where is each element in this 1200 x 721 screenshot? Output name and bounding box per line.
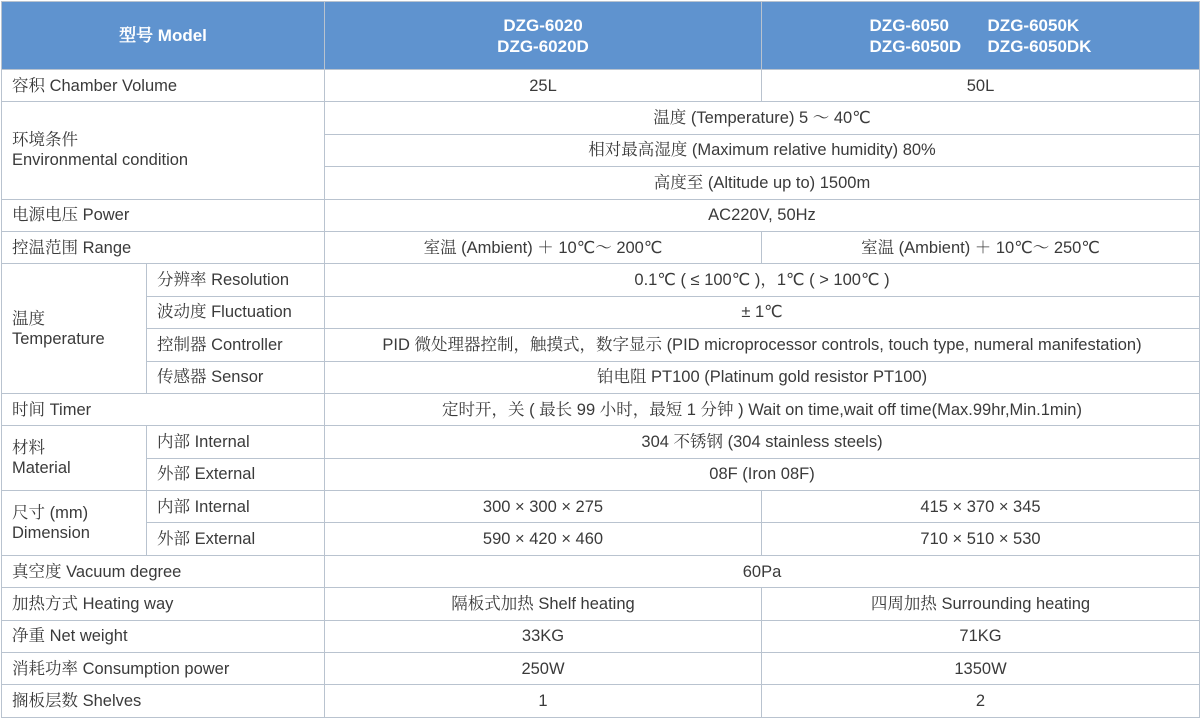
table-row-controller — [2, 329, 1200, 361]
table-row-power — [2, 199, 1200, 231]
cell-value: 0.1℃ ( ≤ 100℃ )，1℃ ( > 100℃ ) — [325, 264, 1200, 296]
table-row-sensor — [2, 361, 1200, 393]
cell-value: 高度至 (Altitude up to) 1500m — [325, 167, 1200, 199]
row-label: 真空度 Vacuum degree — [2, 555, 325, 587]
model-group-2 — [762, 2, 1200, 70]
cell-value: ± 1℃ — [325, 296, 1200, 328]
header-row — [2, 2, 1200, 70]
cell-value: 590 × 420 × 460 — [325, 523, 762, 555]
cell-value: 71KG — [762, 620, 1200, 652]
label-en: Material — [12, 459, 71, 478]
cell-value: 定时开，关 ( 最长 99 小时，最短 1 分钟 ) Wait on time,wait off time(Max.99hr,Min.1min) — [325, 393, 1200, 425]
sub-label: 外部 External — [147, 458, 325, 490]
sub-label: 传感器 Sensor — [147, 361, 325, 393]
model-header-label: 型号 Model — [2, 2, 325, 70]
row-label: 时间 Timer — [2, 393, 325, 425]
cell-value: 415 × 370 × 345 — [762, 491, 1200, 523]
row-label: 电源电压 Power — [2, 199, 325, 231]
row-label: 容积 Chamber Volume — [2, 70, 325, 102]
table-row-dimension-external — [2, 523, 1200, 555]
table-row-vacuum — [2, 555, 1200, 587]
cell-value: 室温 (Ambient) ＋ 10℃～ 200℃ — [325, 231, 762, 263]
row-label-temperature — [2, 264, 147, 394]
model-pair — [870, 15, 1092, 57]
table-row-material-external — [2, 458, 1200, 490]
model-name: DZG-6020 — [503, 15, 583, 35]
model-name: DZG-6050D — [869, 36, 962, 56]
table-row-environment-temperature — [2, 102, 1200, 134]
cell-value: 2 — [762, 685, 1200, 717]
spec-table — [1, 1, 1200, 718]
cell-value: 250W — [325, 653, 762, 685]
row-label-material — [2, 426, 147, 491]
row-label: 消耗功率 Consumption power — [2, 653, 325, 685]
cell-value: 四周加热 Surrounding heating — [762, 588, 1200, 620]
row-label: 控温范围 Range — [2, 231, 325, 263]
cell-value: 隔板式加热 Shelf heating — [325, 588, 762, 620]
table-row-material-internal — [2, 426, 1200, 458]
sub-label: 内部 Internal — [147, 426, 325, 458]
sub-label: 分辨率 Resolution — [147, 264, 325, 296]
cell-value: 60Pa — [325, 555, 1200, 587]
table-row-dimension-internal — [2, 491, 1200, 523]
model-name: DZG-6050 — [869, 15, 949, 35]
table-row-chamber-volume — [2, 70, 1200, 102]
label-cn: 尺寸 (mm) — [12, 503, 89, 522]
cell-value: 300 × 300 × 275 — [325, 491, 762, 523]
sub-label: 波动度 Fluctuation — [147, 296, 325, 328]
table-row-weight — [2, 620, 1200, 652]
model-name: DZG-6050K — [987, 15, 1080, 35]
table-row-shelves — [2, 685, 1200, 717]
cell-value: 室温 (Ambient) ＋ 10℃～ 250℃ — [762, 231, 1200, 263]
cell-value: AC220V, 50Hz — [325, 199, 1200, 231]
cell-value: 50L — [762, 70, 1200, 102]
label-en: Dimension — [12, 523, 90, 542]
cell-value: 铂电阻 PT100 (Platinum gold resistor PT100) — [325, 361, 1200, 393]
table-row-range — [2, 231, 1200, 263]
row-label: 净重 Net weight — [2, 620, 325, 652]
row-label-dimension — [2, 491, 147, 556]
table-row-heating — [2, 588, 1200, 620]
sub-label: 外部 External — [147, 523, 325, 555]
cell-value: 1 — [325, 685, 762, 717]
table-row-consumption — [2, 653, 1200, 685]
sub-label: 控制器 Controller — [147, 329, 325, 361]
table-row-timer — [2, 393, 1200, 425]
table-row-resolution — [2, 264, 1200, 296]
row-label-environment — [2, 102, 325, 199]
cell-value: 08F (Iron 08F) — [325, 458, 1200, 490]
label-en: Environmental condition — [12, 151, 189, 170]
label-en: Temperature — [12, 329, 105, 348]
row-label: 加热方式 Heating way — [2, 588, 325, 620]
label-cn: 温度 — [12, 309, 45, 328]
cell-value: 710 × 510 × 530 — [762, 523, 1200, 555]
row-label: 搁板层数 Shelves — [2, 685, 325, 717]
label-cn: 环境条件 — [12, 131, 78, 150]
cell-value: 温度 (Temperature) 5 ～ 40℃ — [325, 102, 1200, 134]
cell-value: 304 不锈钢 (304 stainless steels) — [325, 426, 1200, 458]
sub-label: 内部 Internal — [147, 491, 325, 523]
cell-value: PID 微处理器控制，触摸式，数字显示 (PID microprocessor controls, touch type, numeral manifestation) — [325, 329, 1200, 361]
cell-value: 相对最高湿度 (Maximum relative humidity) 80% — [325, 134, 1200, 166]
cell-value: 25L — [325, 70, 762, 102]
cell-value: 33KG — [325, 620, 762, 652]
model-group-1 — [325, 2, 762, 70]
label-cn: 材料 — [12, 439, 45, 458]
model-name: DZG-6020D — [497, 36, 589, 56]
cell-value: 1350W — [762, 653, 1200, 685]
table-row-fluctuation — [2, 296, 1200, 328]
model-name: DZG-6050DK — [987, 36, 1092, 56]
